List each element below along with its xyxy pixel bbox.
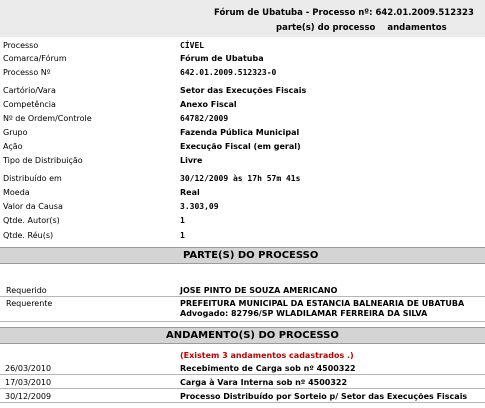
field-value: Anexo Fiscal xyxy=(180,100,237,109)
field-row-comarca xyxy=(0,54,485,66)
field-row-qtde-autor xyxy=(0,216,485,228)
field-label: Tipo de Distribuição xyxy=(3,156,83,165)
field-label: Comarca/Fórum xyxy=(3,54,67,63)
field-value: 1 xyxy=(180,231,185,240)
section-header-andamentos xyxy=(0,327,485,344)
field-value: Fórum de Ubatuba xyxy=(180,54,264,63)
field-value: 1 xyxy=(180,216,185,225)
link-partes[interactable]: parte(s) do processo xyxy=(276,23,376,33)
field-label: Cartório/Vara xyxy=(3,86,56,95)
movement-row xyxy=(0,363,485,375)
party-row xyxy=(0,297,485,322)
section-header-partes xyxy=(0,247,485,264)
field-label: Moeda xyxy=(3,188,30,197)
party-name: PREFEITURA MUNICIPAL DA ESTANCIA BALNEARIA DE UBATUBA xyxy=(180,299,465,308)
field-label: Qtde. Autor(s) xyxy=(3,216,60,225)
movement-description: Carga à Vara Interna sob nº 4500322 xyxy=(180,378,348,387)
field-label: Competência xyxy=(3,100,56,109)
party-row xyxy=(0,284,485,297)
party-role: Requerente xyxy=(6,299,53,308)
field-row-cartorio xyxy=(0,86,485,98)
field-label: Nº de Ordem/Controle xyxy=(3,114,92,123)
movement-date: 30/12/2009 xyxy=(5,392,52,401)
field-label: Processo Nº xyxy=(3,68,51,77)
field-row-ordem-controle xyxy=(0,114,485,126)
field-value: Setor das Execuções Fiscais xyxy=(180,86,307,95)
field-row-distribuido-em xyxy=(0,174,485,186)
field-row-qtde-reu xyxy=(0,231,485,243)
link-andamentos[interactable]: andamentos xyxy=(387,23,447,33)
field-value: 64782/2009 xyxy=(180,114,229,123)
movements-count-notice: (Existem 3 andamentos cadastrados .) xyxy=(180,351,354,360)
party-name: JOSE PINTO DE SOUZA AMERICANO xyxy=(180,286,338,295)
page-title: Fórum de Ubatuba - Processo nº: 642.01.2009.512323 xyxy=(214,8,474,18)
section-title: PARTE(S) DO PROCESSO xyxy=(183,250,319,261)
field-row-competencia xyxy=(0,100,485,112)
field-label: Grupo xyxy=(3,128,28,137)
field-row-acao xyxy=(0,142,485,154)
header-links xyxy=(276,23,447,33)
field-label: Distribuído em xyxy=(3,174,62,183)
field-value: 642.01.2009.512323-0 xyxy=(180,68,277,77)
movement-row xyxy=(0,377,485,389)
section-title: ANDAMENTO(S) DO PROCESSO xyxy=(166,330,339,341)
field-row-valor-causa xyxy=(0,202,485,214)
field-value: Real xyxy=(180,188,200,197)
party-lawyer: Advogado: 82796/SP WLADILAMAR FERREIRA DA SILVA xyxy=(180,309,428,318)
movement-description: Processo Distribuído por Sorteio p/ Setor das Execuções Fiscais xyxy=(180,392,468,401)
field-row-grupo xyxy=(0,128,485,140)
movement-row xyxy=(0,391,485,403)
field-row-moeda xyxy=(0,188,485,200)
field-label: Qtde. Réu(s) xyxy=(3,231,54,240)
field-label: Processo xyxy=(3,41,39,50)
movement-description: Recebimento de Carga sob nº 4500322 xyxy=(180,364,356,373)
field-row-processo-numero xyxy=(0,68,485,80)
field-value: 3.303,09 xyxy=(180,202,219,211)
field-value: Execução Fiscal (em geral) xyxy=(180,142,301,151)
field-value: 30/12/2009 às 17h 57m 41s xyxy=(180,174,301,183)
page-header xyxy=(0,0,485,37)
movement-date: 26/03/2010 xyxy=(5,364,52,373)
field-label: Valor da Causa xyxy=(3,202,63,211)
field-value: CÍVEL xyxy=(180,41,205,50)
field-row-processo xyxy=(0,41,485,53)
field-value: Fazenda Pública Municipal xyxy=(180,128,300,137)
field-label: Ação xyxy=(3,142,23,151)
movement-date: 17/03/2010 xyxy=(5,378,52,387)
party-role: Requerido xyxy=(6,286,47,295)
field-value: Livre xyxy=(180,156,203,165)
field-row-tipo-distribuicao xyxy=(0,156,485,168)
